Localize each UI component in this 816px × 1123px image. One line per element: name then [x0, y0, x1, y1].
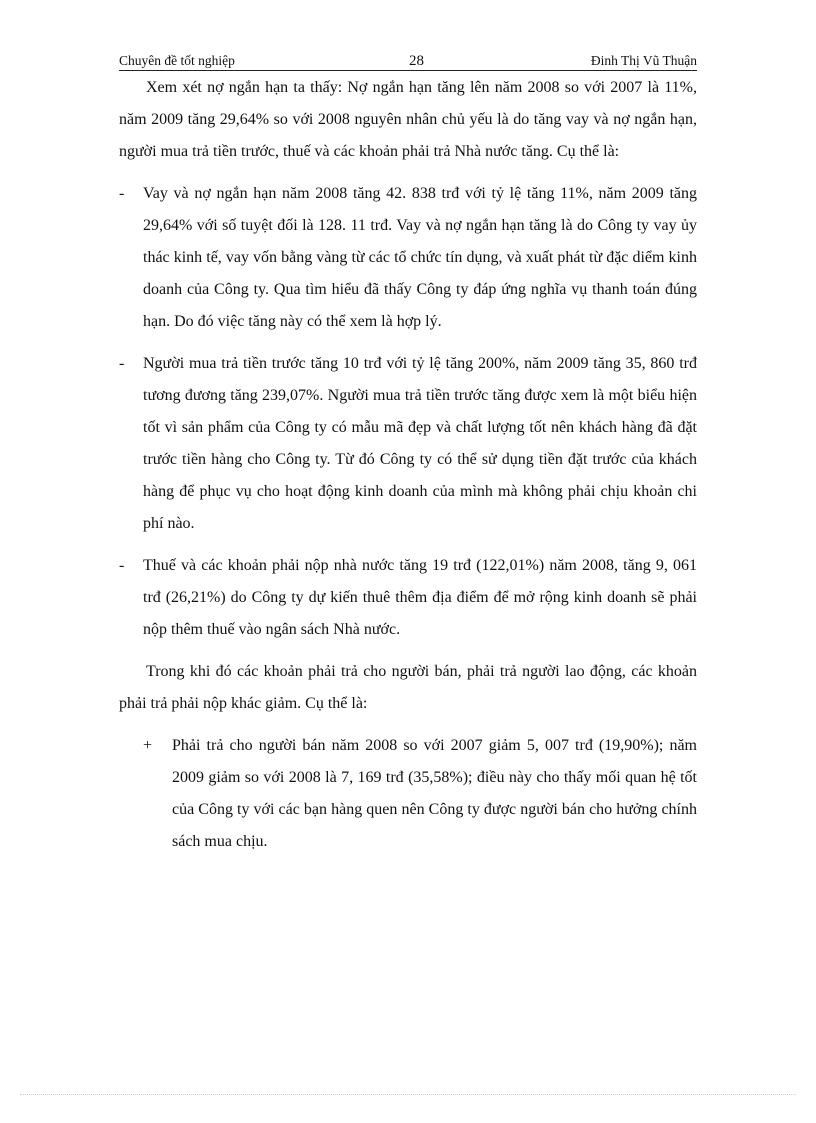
dash-bullet: -	[119, 185, 125, 202]
list-item-text: Người mua trả tiền trước tăng 10 trđ với tỷ lệ tăng 200%, năm 2009 tăng 35, 860 trđ tương đương tăng 239,07%. Người mua trả tiền trước tăng được xem là một biểu hiện tốt vì sản phẩm của Công ty có mẫu mã đẹp và chất lượng tốt nên khách hàng đã đặt trước tiền hàng cho Công ty. Từ đó Công ty có thể sử dụng tiền đặt trước của khách hàng để phục vụ cho hoạt động kinh doanh của mình mà không phải chịu khoản chi phí nào.	[143, 355, 697, 532]
list-item-text: Thuế và các khoản phải nộp nhà nước tăng 19 trđ (122,01%) năm 2008, tăng 9, 061 trđ (26,21%) do Công ty dự kiến thuê thêm địa điểm để mở rộng kinh doanh sẽ phải nộp thêm thuế vào ngân sách Nhà nước.	[143, 557, 697, 638]
list-item-text: Phải trả cho người bán năm 2008 so với 2007 giảm 5, 007 trđ (19,90%); năm 2009 giảm so với 2008 là 7, 169 trđ (35,58%); điều này cho thấy mối quan hệ tốt của Công ty với các bạn hàng quen nên Công ty được người bán cho hưởng chính sách mua chịu.	[172, 737, 697, 850]
paragraph-decreasing-payables: Trong khi đó các khoản phải trả cho người bán, phải trả người lao động, các khoản phải trả phải nộp khác giảm. Cụ thể là:	[119, 663, 697, 712]
header-document-type: Chuyên đề tốt nghiệp	[119, 53, 235, 68]
header-author: Đinh Thị Vũ Thuận	[590, 53, 697, 68]
list-item-taxes	[119, 550, 697, 646]
list-item-text: Vay và nợ ngắn hạn năm 2008 tăng 42. 838 trđ với tỷ lệ tăng 11%, năm 2009 tăng 29,64% với số tuyệt đối là 128. 11 trđ. Vay và nợ ngắn hạn tăng là do Công ty vay ủy thác kinh tế, vay vốn bằng vàng từ các tổ chức tín dụng, và xuất phát từ đặc diểm kinh doanh của Công ty. Qua tìm hiểu đã thấy Công ty đáp ứng nghĩa vụ thanh toán đúng hạn. Do đó việc tăng này có thể xem là hợp lý.	[143, 185, 697, 330]
page-header	[119, 52, 697, 70]
document-body	[119, 72, 697, 868]
header-page-number: 28	[409, 53, 424, 69]
header-divider	[119, 70, 697, 71]
list-item-loans	[119, 178, 697, 338]
page-bottom-border	[20, 1094, 796, 1095]
list-item-advance-payments	[119, 348, 697, 540]
plus-bullet: +	[143, 737, 153, 754]
dash-bullet: -	[119, 557, 125, 574]
dash-bullet: -	[119, 355, 125, 372]
paragraph-short-term-debt-overview: Xem xét nợ ngắn hạn ta thấy: Nợ ngắn hạn tăng lên năm 2008 so với 2007 là 11%, năm 2009 tăng 29,64% so với 2008 nguyên nhân chủ yếu là do tăng vay và nợ ngắn hạn, người mua trả tiền trước, thuế và các khoản phải trả Nhà nước tăng. Cụ thể là:	[119, 79, 697, 160]
list-item-supplier-payables	[119, 730, 697, 858]
